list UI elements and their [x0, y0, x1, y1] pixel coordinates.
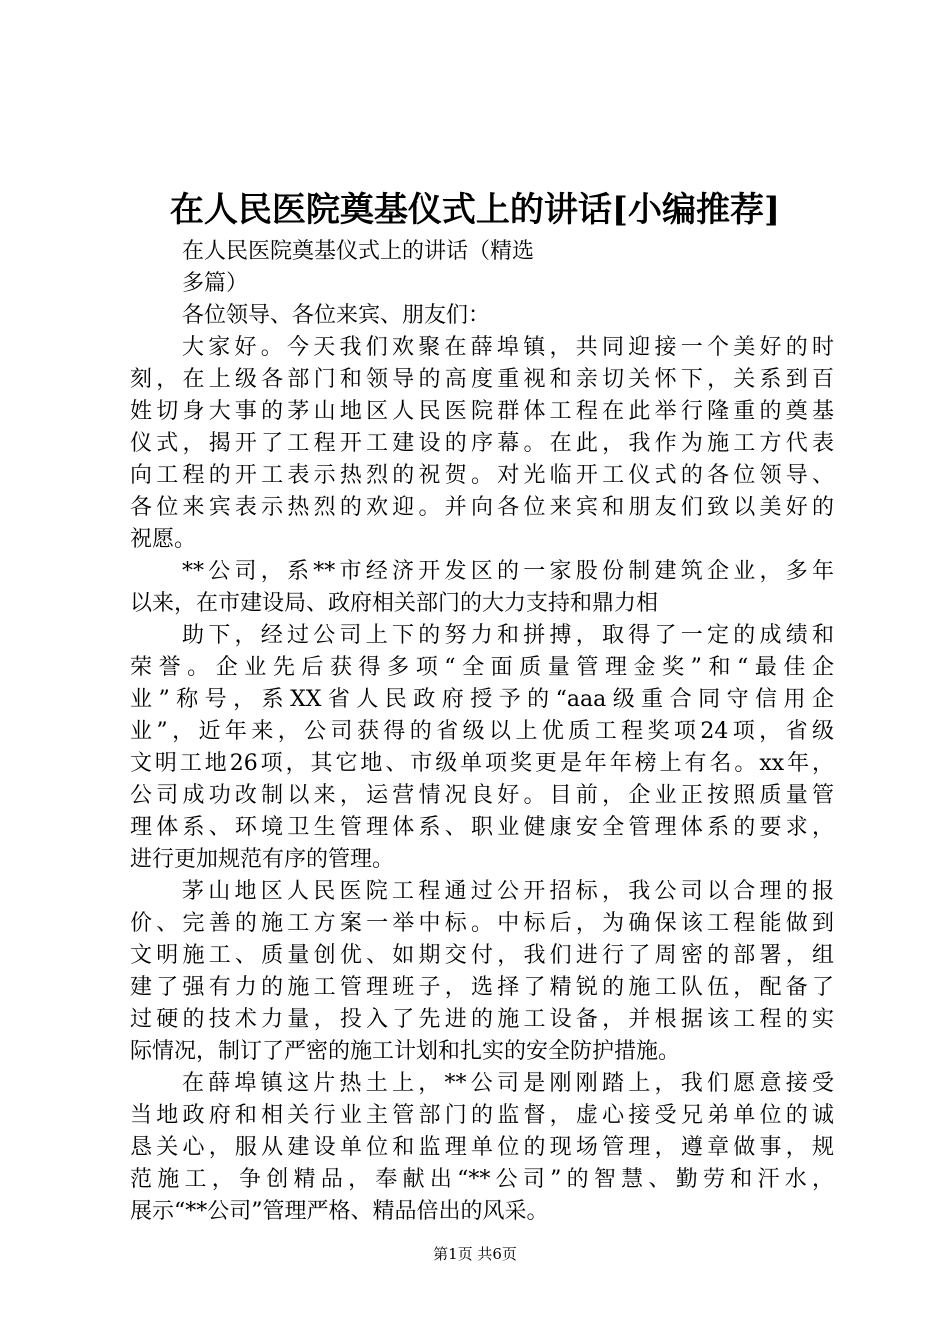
text-line: **公司，系**市经济开发区的一家股份制建筑企业，多年	[182, 559, 834, 584]
text-line: 助下，经过公司上下的努力和拼搏，取得了一定的成绩和	[182, 623, 834, 648]
text-line: 理体系、环境卫生管理体系、职业健康安全管理体系的要求，	[130, 815, 834, 840]
text-line: 业”称号，系XX省人民政府授予的“aaa级重合同守信用企	[130, 687, 834, 712]
text-line: 范施工，争创精品，奉献出“**公司”的智慧、勤劳和汗水，	[130, 1167, 834, 1192]
text-line: 过硬的技术力量，投入了先进的施工设备，并根据该工程的实	[130, 1007, 834, 1032]
text-line: 文明施工、质量创优、如期交付，我们进行了周密的部署，组	[130, 943, 834, 968]
text-line: 向工程的开工表示热烈的祝贺。对光临开工仪式的各位领导、	[130, 463, 834, 488]
text-line: 当地政府和相关行业主管部门的监督，虚心接受兄弟单位的诚	[130, 1103, 834, 1128]
text-line: 刻，在上级各部门和领导的高度重视和亲切关怀下，关系到百	[130, 367, 834, 392]
text-line: 公司成功改制以来，运营情况良好。目前，企业正按照质量管	[130, 783, 834, 808]
text-line: 建了强有力的施工管理班子，选择了精锐的施工队伍，配备了	[130, 975, 834, 1000]
text-line: 荣誉。企业先后获得多项“全面质量管理金奖”和“最佳企	[130, 655, 834, 680]
text-line: 文明工地26项，其它地、市级单项奖更是年年榜上有名。xx年，	[130, 751, 834, 776]
document-title: 在人民医院奠基仪式上的讲话[小编推荐]	[169, 190, 781, 230]
text-line: 大家好。今天我们欢聚在薛埠镇，共同迎接一个美好的时	[182, 335, 834, 360]
text-line: 在薛埠镇这片热土上，**公司是刚刚踏上，我们愿意接受	[182, 1071, 834, 1096]
text-line: 多篇）	[182, 271, 249, 296]
page-footer: 第1页 共6页	[433, 1245, 517, 1263]
text-line: 仪式，揭开了工程开工建设的序幕。在此，我作为施工方代表	[130, 431, 834, 456]
text-line: 价、完善的施工方案一举中标。中标后，为确保该工程能做到	[130, 911, 834, 936]
document-body	[130, 236, 834, 1228]
text-line: 姓切身大事的茅山地区人民医院群体工程在此举行隆重的奠基	[130, 399, 834, 424]
text-line: 茅山地区人民医院工程通过公开招标，我公司以合理的报	[182, 879, 834, 904]
text-line: 业”，近年来，公司获得的省级以上优质工程奖项24项，省级	[130, 719, 834, 744]
text-line: 展示“**公司”管理严格、精品倍出的风采。	[130, 1199, 549, 1224]
text-line: 各位领导、各位来宾、朋友们：	[182, 303, 491, 328]
text-line: 进行更加规范有序的管理。	[130, 847, 395, 872]
text-line: 际情况，制订了严密的施工计划和扎实的安全防护措施。	[130, 1039, 681, 1064]
text-line: 在人民医院奠基仪式上的讲话（精选	[182, 239, 535, 264]
text-line: 祝愿。	[130, 527, 197, 552]
text-line: 以来，在市建设局、政府相关部门的大力支持和鼎力相	[130, 591, 659, 616]
text-line: 恳关心，服从建设单位和监理单位的现场管理，遵章做事，规	[130, 1135, 834, 1160]
text-line: 各位来宾表示热烈的欢迎。并向各位来宾和朋友们致以美好的	[130, 495, 834, 520]
